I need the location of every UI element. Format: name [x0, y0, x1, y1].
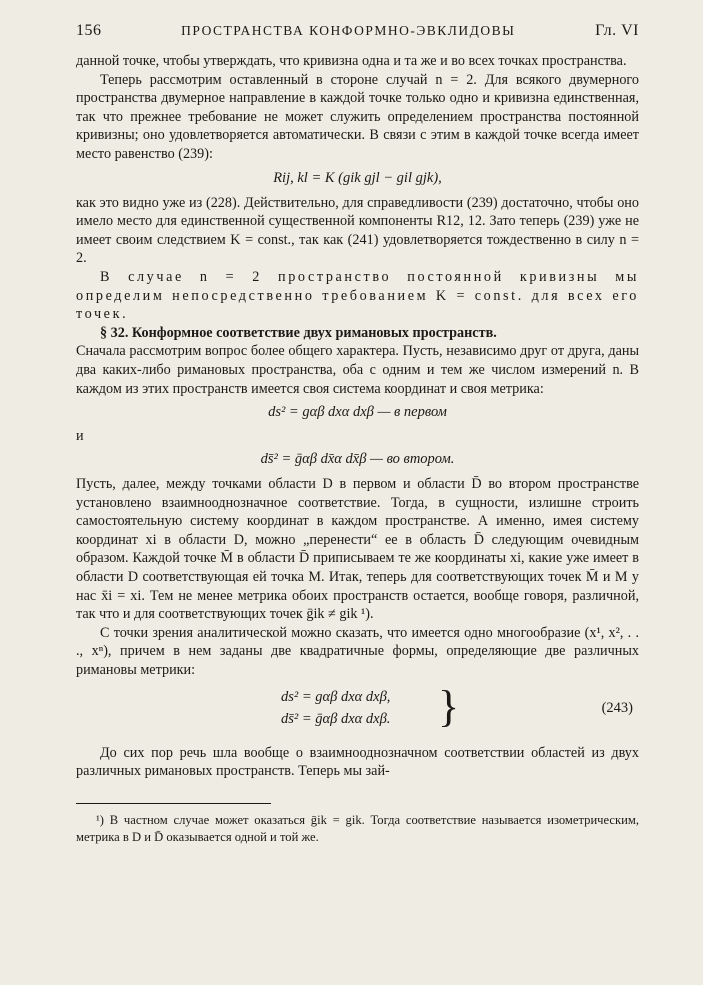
footnote-divider	[76, 803, 271, 804]
conjunction: и	[76, 428, 84, 445]
page-header	[76, 22, 639, 40]
chapter-label: Гл. VI	[595, 22, 639, 39]
section-title: § 32. Конформное соответствие двух римановых пространств.	[100, 324, 497, 341]
paragraph-1: данной точке, чтобы утверждать, что кривизна одна и та же и во всех точках пространства.	[76, 53, 627, 69]
equation-number: (243)	[601, 699, 633, 716]
right-brace-icon: }	[438, 681, 460, 731]
system-lines	[281, 686, 390, 730]
section-heading	[76, 324, 639, 343]
paragraph-8: До сих пор речь шла вообще о взаимнооднозначном соответствии областей из двух различных римановых пространств. Теперь мы зай-	[76, 744, 639, 780]
paragraph-2: Теперь рассмотрим оставленный в стороне случай n = 2. Для всякого двумерного пространства двумерное направление в каждой точке только одно и кривизна единственная, так что прежнее требование не может служить определением пространства постоянной кривизны; оно удовлетворяется автоматически. В связи с этим в каждой точке всегда имеет место равенство (239):	[76, 71, 639, 162]
formula-239: Rij, kl = K (gik gjl − gil gjk),	[273, 169, 442, 186]
metric-first: ds² = gαβ dxα dxβ — в первом	[268, 404, 447, 421]
paragraph-3: как это видно уже из (228). Действительно, для справедливости (239) достаточно, чтобы оно имело место для единственной существенной компоненты R12, 12. Зато теперь (239) уже не имеет своим следствием K = const., так как (241) удовлетворяется тождественно в силу n = 2.	[76, 194, 639, 267]
running-title: ПРОСТРАНСТВА КОНФОРМНО-ЭВКЛИДОВЫ	[181, 23, 516, 38]
equation-system-243	[76, 681, 639, 734]
paragraph-6: Пусть, далее, между точками области D в первом и области D̄ во втором пространстве установлено взаимнооднозначное соответствие. Тогда, в сущности, излишне строить самостоятельную систему координат в каждом пространстве. А именно, имея систему координат xi в области D, можно „перенести“ ее в область D̄ следующим очевидным образом. Каждой точке M̄ в области D̄ приписываем те же координаты xi, какие уже имеет в области D соответствующая ей точка M. Итак, теперь для соответствующих точек M̄ и M у нас x̄i = xi. Тем не менее метрика обоих пространств остается, вообще говоря, различной, так что и для соответствующих точек ḡik ≠ gik ¹).	[76, 476, 639, 623]
page-number: 156	[76, 22, 102, 39]
paragraph-5: Сначала рассмотрим вопрос более общего характера. Пусть, независимо друг от друга, даны два каких-либо римановых пространства, оба с одним и тем же числом измерений n. В каждом из этих пространств имеется своя система координат и своя метрика:	[76, 343, 639, 397]
paragraph-4-definition: В случае n = 2 пространство постоянной кривизны мы определим непосредственно требованием K = const. для всех его точек.	[76, 268, 639, 323]
system-line-1: ds² = gαβ dxα dxβ,	[281, 688, 391, 705]
footnote: ¹) В частном случае может оказаться ḡik = gik. Тогда соответствие называется изометрическим, метрика в D и D̄ оказывается одной и той же.	[76, 812, 639, 844]
paragraph-7: С точки зрения аналитической можно сказать, что имеется одно многообразие (x¹, x², . . ., xⁿ), причем в нем заданы две квадратичные формы, определяющие две различных римановы метрики:	[76, 624, 639, 679]
system-line-2: ds̄² = ḡαβ dxα dxβ.	[281, 710, 391, 727]
metric-second: ds̄² = ḡαβ dx̄α dx̄β — во втором.	[260, 451, 455, 468]
